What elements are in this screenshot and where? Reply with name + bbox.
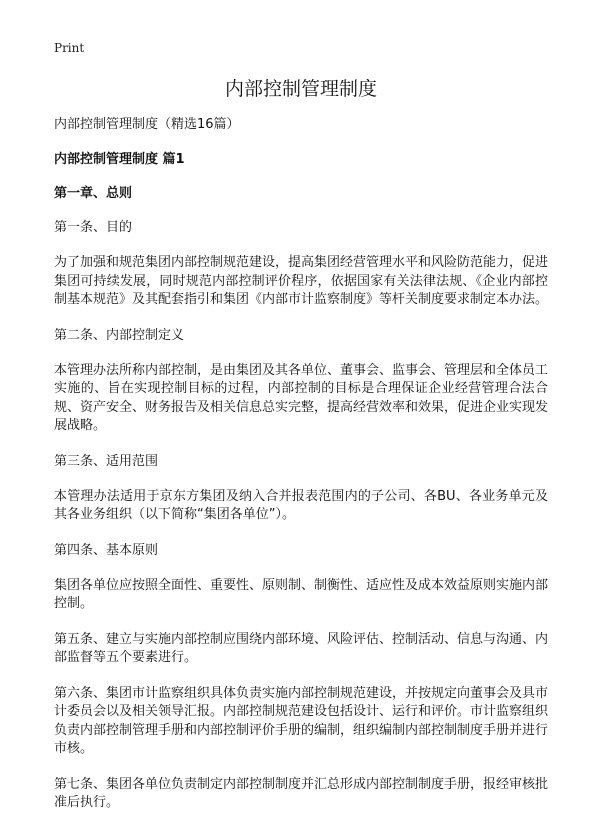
article-5-paragraph: 第五条、建立与实施内部控制应围绕内部环境、风险评估、控制活动、信息与沟通、内部监督等五个要素进行。 <box>54 631 549 665</box>
article-3-text: 本管理办法适用于京东方集团及纳入合并报表范围内的子公司、各BU、各业务单元及其各业务组织（以下简称“集团各单位”）。 <box>54 488 548 522</box>
article-2-heading: 第二条、内部控制定义 <box>54 327 185 343</box>
article-2-text: 本管理办法所称内部控制，是由集团及其各单位、董事会、监事会、管理层和全体员工实施的、旨在实现控制目标的过程，内部控制的目标是合理保证企业经营管理合法合规、资产安全、财务报告及相关信息总实完整，提高经营效率和效果，促进企业实现发展战略。 <box>54 362 549 433</box>
print-label: Print <box>54 41 85 55</box>
document-subtitle: 内部控制管理制度（精选16篇） <box>54 117 240 132</box>
article-1-text: 为了加强和规范集团内部控制规范建设，提高集团经营管理水平和风险防范能力，促进集团可持续发展，同时规范内部控制评价程序，依据国家有关法律法规、《企业内部控制基本规范》及其配套指引和集团《内部市计监察制度》等杆关制度要求制定本办法。 <box>54 255 549 307</box>
article-3-heading: 第三条、适用范围 <box>54 453 159 469</box>
article-4-heading: 第四条、基本原则 <box>54 542 159 558</box>
article-4-text: 集团各单位应按照全面性、重要性、原则制、制衡性、适应性及成本效益原则实施内部控制。 <box>54 577 549 611</box>
section-title: 内部控制管理制度 篇1 <box>54 152 185 167</box>
article-6-paragraph: 第六条、集团市计监察组织具体负责实施内部控制规范建设，并按规定向董事会及具市计委员会以及相关领导汇报。内部控制规范建设包括设计、运行和评价。市计监察组织负责内部控制管理手册和内部控制评价手册的编制，组织编制内部控制制度手册并进行市核。 <box>54 685 549 756</box>
document-title: 内部控制管理制度 <box>224 78 377 100</box>
article-1-heading: 第一条、目的 <box>54 220 133 235</box>
chapter-title: 第一章、总则 <box>54 186 133 201</box>
article-7-paragraph: 第七条、集团各单位负责制定内部控制制度并汇总形成内部控制制度手册，报经审核批准后执行。 <box>54 776 549 810</box>
